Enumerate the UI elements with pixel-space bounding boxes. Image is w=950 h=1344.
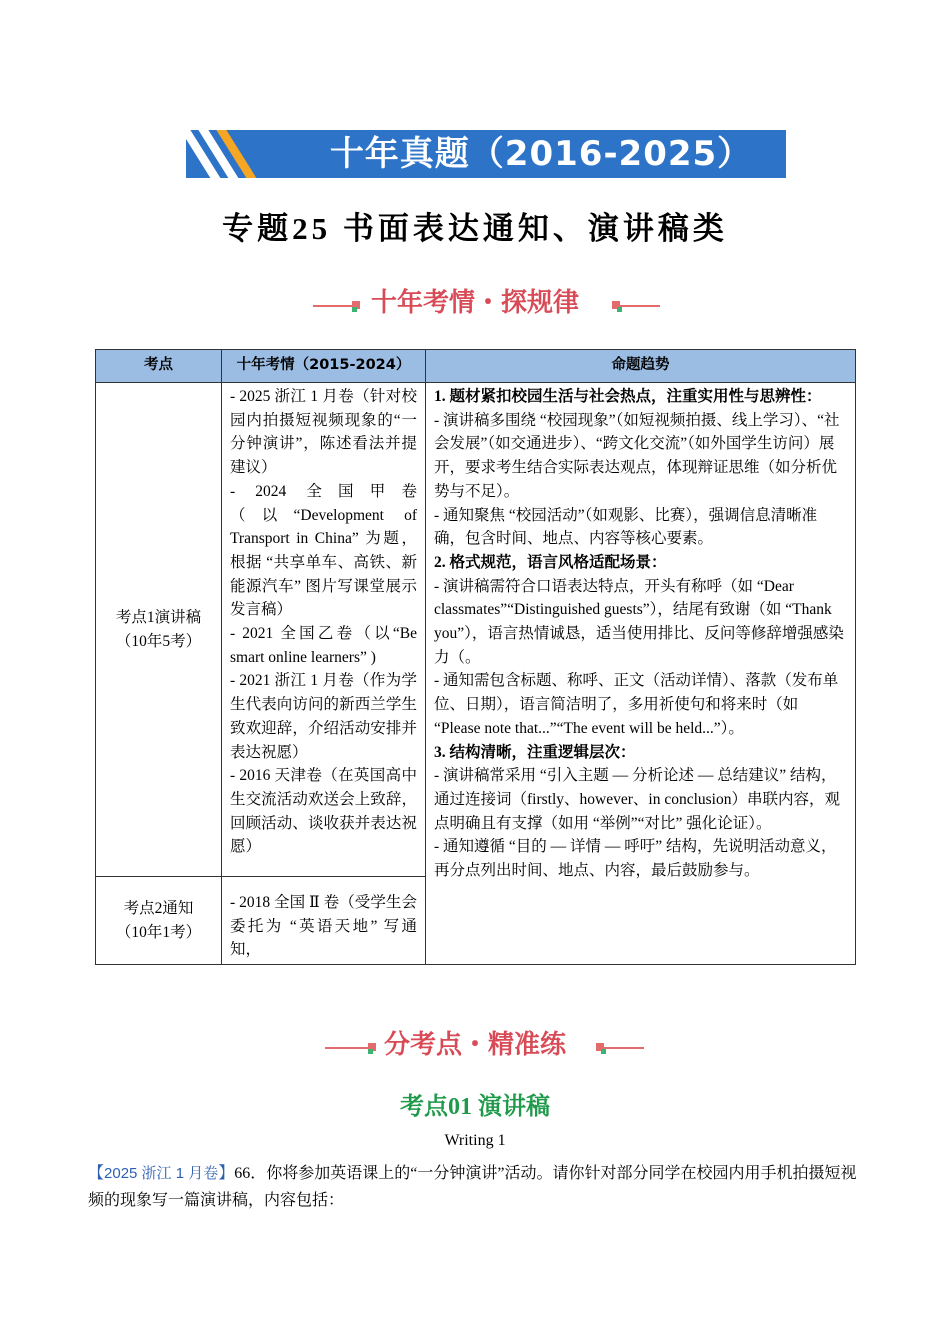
header-point: 考点: [96, 350, 222, 383]
section-title: 十年考情・探规律: [370, 288, 579, 318]
exam-trend-table: [95, 349, 856, 965]
heading-square: [601, 1049, 606, 1054]
question-source-tag: 【2025 浙江 1 月卷】: [88, 1165, 235, 1182]
trend-item: - 演讲稿需符合口语表达特点，开头有称呼（如 “Dear classmates”“Distinguished guests”），结尾有致谢（如 “Thank you”），语言热情诚恳，适当使用排比、反问等修辞增强感染力（。: [434, 577, 844, 666]
section-heading-trends: [0, 283, 950, 323]
trend-item: - 通知聚焦 “校园活动”（如观影、比赛），强调信息清晰准确，包含时间、地点、内容等核心要素。: [434, 506, 818, 548]
point-label: 考点1演讲稿: [115, 608, 202, 626]
trend-item: - 通知需包含标题、称呼、正文（活动详情）、落款（发布单位、日期），语言简洁明了，多用祈使句和将来时（如 “Please note that...”“The event will be held...”）。: [434, 672, 839, 737]
trend-cell: [426, 383, 856, 965]
header-trend: 命题趋势: [426, 350, 856, 383]
point-count: （10年5考）: [115, 632, 202, 650]
exam-item: - 2025 浙江 1 月卷（针对校园内拍摄短视频现象的“一分钟演讲”，陈述看法并提建议）: [230, 388, 417, 477]
point-label: 考点2通知: [123, 899, 194, 917]
document-title: 专题25 书面表达通知、演讲稿类: [222, 211, 728, 246]
point-title: 考点01 演讲稿: [400, 1094, 550, 1120]
heading-line: [604, 1047, 644, 1049]
years-cell: [222, 383, 426, 877]
question-text: [88, 1160, 863, 1214]
trend-heading: 1. 题材紧扣校园生活与社会热点，注重实用性与思辨性：: [434, 388, 822, 405]
exam-item: - 2018 全国 Ⅱ 卷（受学生会委托为 “英语天地” 写通知，: [230, 894, 417, 959]
exam-item: - 2016 天津卷（在英国高中生交流活动欢送会上致辞，回顾活动、谈收获并表达祝愿）: [230, 767, 417, 856]
point-cell: [96, 877, 222, 965]
trend-item: - 演讲稿多围绕 “校园现象”（如短视频拍摄、线上学习）、“社会发展”（如交通进步）、“跨文化交流”（如外国学生访问）展开，要求考生结合实际表达观点，体现辩证思维（如分析优势与不足）。: [434, 411, 840, 500]
point-count: （10年1考）: [115, 923, 202, 941]
years-cell: [222, 877, 426, 965]
trend-item: - 通知遵循 “目的 — 详情 — 呼吁” 结构，先说明活动意义，再分点列出时间、地点、内容，最后鼓励参与。: [434, 838, 837, 880]
table-header-row: [96, 350, 856, 383]
heading-line: [618, 305, 660, 307]
exam-item: - 2021 浙江 1 月卷（作为学生代表向访问的新西兰学生致欢迎辞，介绍活动安排并表达祝愿）: [230, 672, 417, 761]
banner-title: 十年真题（2016-2025）: [329, 134, 753, 174]
trend-heading: 3. 结构清晰，注重逻辑层次：: [434, 743, 636, 761]
point-cell: [96, 383, 222, 877]
heading-square: [617, 307, 622, 312]
exam-item: - 2024 全国甲卷（以“Development of Transport in China” 为题，根据 “共享单车、高铁、新能源汽车” 图片写课堂展示发言稿）: [230, 482, 417, 619]
section-title: 分考点・精准练: [383, 1030, 566, 1060]
writing-label: Writing 1: [444, 1132, 506, 1149]
exam-item: - 2021 全国乙卷（以“Be smart online learners” ): [230, 625, 417, 666]
title-banner: [186, 130, 786, 178]
table-row: [96, 383, 856, 877]
trend-heading: 2. 格式规范，语言风格适配场景：: [434, 553, 667, 571]
question-body: 66．你将参加英语课上的“一分钟演讲”活动。请你针对部分同学在校园内用手机拍摄短视频的现象写一篇演讲稿，内容包括：: [88, 1165, 857, 1209]
header-years: 十年考情（2015-2024）: [222, 350, 426, 383]
section-heading-practice: [0, 1025, 950, 1065]
trend-item: - 演讲稿常采用 “引入主题 — 分析论述 — 总结建议” 结构，通过连接词（firstly、however、in conclusion）串联内容，观点明确且有支撑（如用 “举例”“对比” 强化论证）。: [434, 767, 840, 832]
